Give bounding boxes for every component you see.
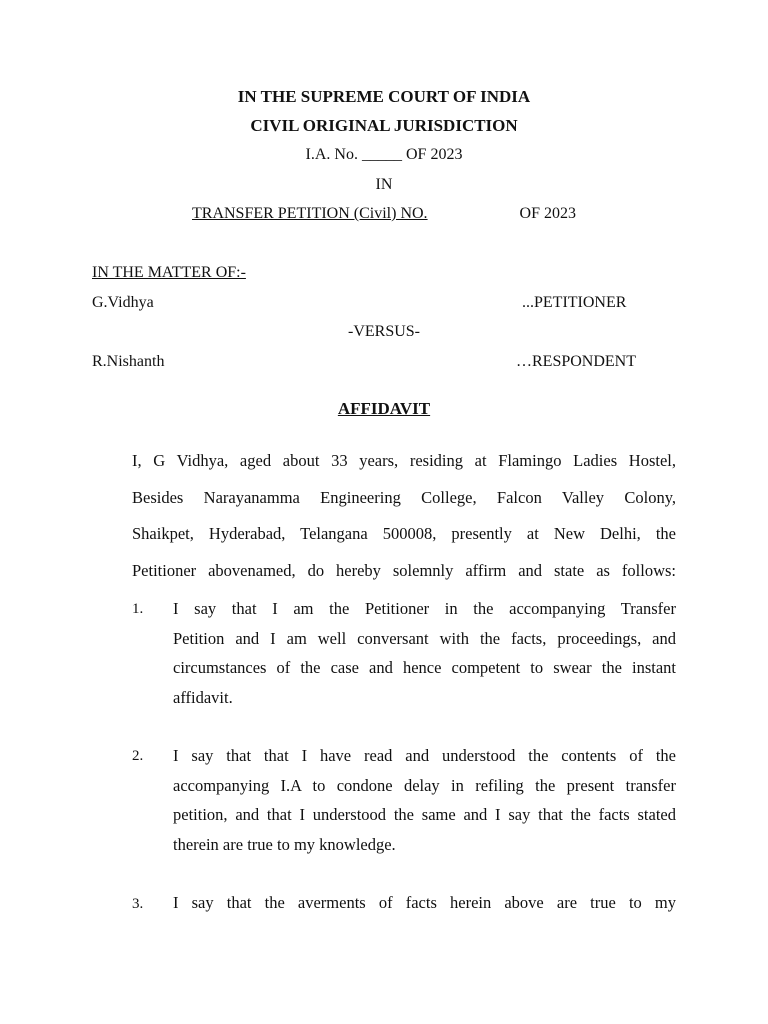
jurisdiction-heading: CIVIL ORIGINAL JURISDICTION [250, 116, 518, 135]
versus-label: -VERSUS- [347, 323, 420, 340]
paragraph-number: 1. [132, 601, 144, 617]
ia-prefix: I.A. No. [305, 146, 358, 163]
respondent-role: …RESPONDENT [516, 353, 637, 370]
ia-suffix: OF 2023 [405, 146, 463, 163]
intro-line: Petitioner abovenamed, do hereby solemnly affirm and state as follows: [132, 561, 676, 580]
paragraph-line: therein are true to my knowledge. [173, 835, 396, 854]
paragraph-line: I say that the averments of facts herein above are true to my [173, 893, 676, 912]
in-line: IN [375, 176, 393, 193]
matter-heading: IN THE MATTER OF:- [92, 264, 246, 281]
tp-left: TRANSFER PETITION (Civil) NO. [192, 205, 428, 222]
paragraph-line: Petition and I am well conversant with the facts, proceedings, and [173, 629, 676, 648]
paragraph-line: affidavit. [173, 688, 233, 707]
intro-line: Shaikpet, Hyderabad, Telangana 500008, presently at New Delhi, the [132, 524, 676, 543]
paragraph-number: 3. [132, 896, 144, 912]
paragraph-line: accompanying I.A to condone delay in refiling the present transfer [173, 776, 676, 795]
transfer-petition-line [192, 205, 576, 223]
paragraph-line: petition, and that I understood the same and I say that the facts stated [173, 805, 676, 824]
paragraph-line: I say that that I have read and understood the contents of the [173, 746, 676, 765]
paragraph-line: circumstances of the case and hence competent to swear the instant [173, 658, 676, 677]
paragraph-number: 2. [132, 748, 144, 764]
petitioner-name: G.Vidhya [92, 294, 154, 311]
ia-blank: _____ [361, 146, 402, 163]
tp-right: OF 2023 [519, 205, 576, 222]
respondent-name: R.Nishanth [92, 353, 165, 370]
paragraph-line: I say that I am the Petitioner in the accompanying Transfer [173, 599, 676, 618]
ia-number-line [0, 146, 768, 164]
intro-line: I, G Vidhya, aged about 33 years, residing at Flamingo Ladies Hostel, [132, 451, 676, 470]
petitioner-role: ...PETITIONER [522, 294, 627, 311]
court-heading: IN THE SUPREME COURT OF INDIA [237, 87, 531, 106]
intro-line: Besides Narayanamma Engineering College, Falcon Valley Colony, [132, 488, 676, 507]
affidavit-title: AFFIDAVIT [337, 399, 431, 418]
